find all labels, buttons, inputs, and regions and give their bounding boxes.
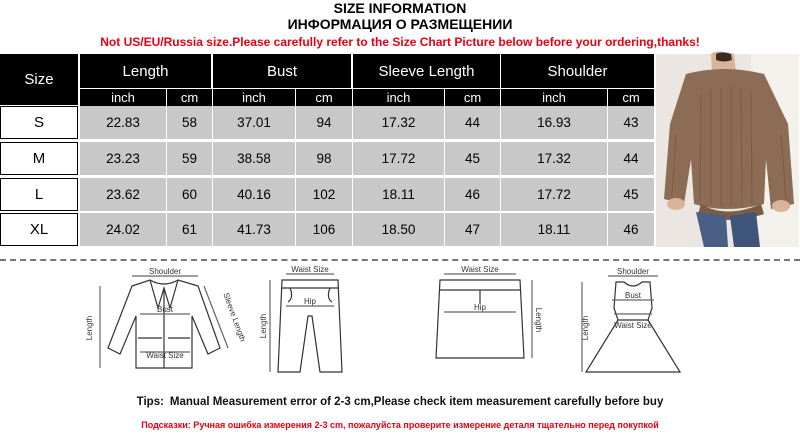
- table-cell: 46: [445, 178, 500, 211]
- size-label: M: [0, 142, 78, 175]
- title-ru: ИНФОРМАЦИЯ О РАЗМЕЩЕНИИ: [287, 16, 513, 32]
- table-cell: 98: [296, 142, 352, 175]
- skirt-diagram: [420, 265, 543, 380]
- dress-waist-label: Waist Size: [614, 321, 652, 330]
- unit-header: inch: [501, 89, 607, 106]
- jacket-length-label: Length: [85, 315, 94, 341]
- table-cell: 17.32: [501, 142, 607, 175]
- skirt-waist-label: Waist Size: [461, 265, 499, 274]
- table-cell: 58: [167, 106, 212, 139]
- jacket-waist-label: Waist Size: [146, 351, 184, 360]
- column-header-length: Length: [80, 54, 211, 88]
- jacket-sleeve-label: Sleeve Length: [221, 291, 248, 343]
- unit-header: inch: [213, 89, 295, 106]
- column-header-sleeve-length: Sleeve Length: [353, 54, 500, 88]
- pants-diagram: [259, 265, 360, 380]
- table-cell: 61: [167, 213, 212, 246]
- jacket-shoulder-label: Shoulder: [148, 267, 182, 276]
- model-sweater-image: [656, 54, 799, 247]
- table-cell: 44: [608, 142, 654, 175]
- column-header-shoulder: Shoulder: [501, 54, 654, 88]
- jacket-diagram: [80, 268, 250, 380]
- unit-header: cm: [445, 89, 500, 106]
- table-cell: 47: [445, 213, 500, 246]
- table-cell: 60: [167, 178, 212, 211]
- table-cell: 23.23: [80, 142, 166, 175]
- table-cell: 94: [296, 106, 352, 139]
- tips-line: [0, 396, 800, 408]
- table-cell: 106: [296, 213, 352, 246]
- dress-shoulder-label: Shoulder: [616, 267, 650, 276]
- table-cell: 17.72: [501, 178, 607, 211]
- size-header: Size: [0, 54, 78, 105]
- pants-waist-label: Waist Size: [291, 265, 329, 274]
- column-header-bust: Bust: [213, 54, 351, 88]
- unit-header: inch: [353, 89, 444, 106]
- table-cell: 18.11: [353, 178, 444, 211]
- table-cell: 40.16: [213, 178, 295, 211]
- title-en: SIZE INFORMATION: [333, 0, 467, 16]
- product-photo: [656, 54, 799, 247]
- table-cell: 102: [296, 178, 352, 211]
- table-cell: 16.93: [501, 106, 607, 139]
- skirt-hip-label: Hip: [473, 303, 487, 312]
- pants-length-label: Length: [259, 313, 268, 339]
- unit-header: inch: [80, 89, 166, 106]
- table-cell: 38.58: [213, 142, 295, 175]
- table-cell: 18.11: [501, 213, 607, 246]
- tips-label: Tips:: [136, 396, 164, 408]
- pants-hip-label: Hip: [303, 297, 317, 306]
- table-cell: 59: [167, 142, 212, 175]
- jacket-bust-label: Bust: [156, 305, 174, 314]
- table-cell: 22.83: [80, 106, 166, 139]
- table-cell: 44: [445, 106, 500, 139]
- section-divider: [0, 259, 800, 261]
- dress-diagram: [578, 268, 688, 380]
- table-cell: 46: [608, 213, 654, 246]
- unit-header: cm: [608, 89, 654, 106]
- table-cell: 45: [608, 178, 654, 211]
- tips-text: Manual Measurement error of 2-3 cm,Please check item measurement carefully before buy: [169, 396, 664, 408]
- tips-ru: Подсказки: Ручная ошибка измерения 2-3 cm, пожалуйста проверите измерение деталя тщательно перед покупкой: [141, 420, 659, 430]
- dress-bust-label: Bust: [624, 291, 642, 300]
- table-cell: 17.72: [353, 142, 444, 175]
- size-notice: Not US/EU/Russia size.Please carefully refer to the Size Chart Picture below before your ordering,thanks!: [100, 35, 700, 49]
- table-cell: 37.01: [213, 106, 295, 139]
- skirt-length-label: Length: [534, 307, 543, 333]
- table-cell: 24.02: [80, 213, 166, 246]
- size-label: S: [0, 106, 78, 139]
- table-cell: 23.62: [80, 178, 166, 211]
- table-cell: 18.50: [353, 213, 444, 246]
- unit-header: cm: [296, 89, 352, 106]
- table-cell: 41.73: [213, 213, 295, 246]
- size-label: XL: [0, 213, 78, 246]
- unit-header: cm: [167, 89, 212, 106]
- size-label: L: [0, 178, 78, 211]
- table-cell: 17.32: [353, 106, 444, 139]
- dress-length-label: Length: [581, 315, 590, 341]
- table-cell: 43: [608, 106, 654, 139]
- table-cell: 45: [445, 142, 500, 175]
